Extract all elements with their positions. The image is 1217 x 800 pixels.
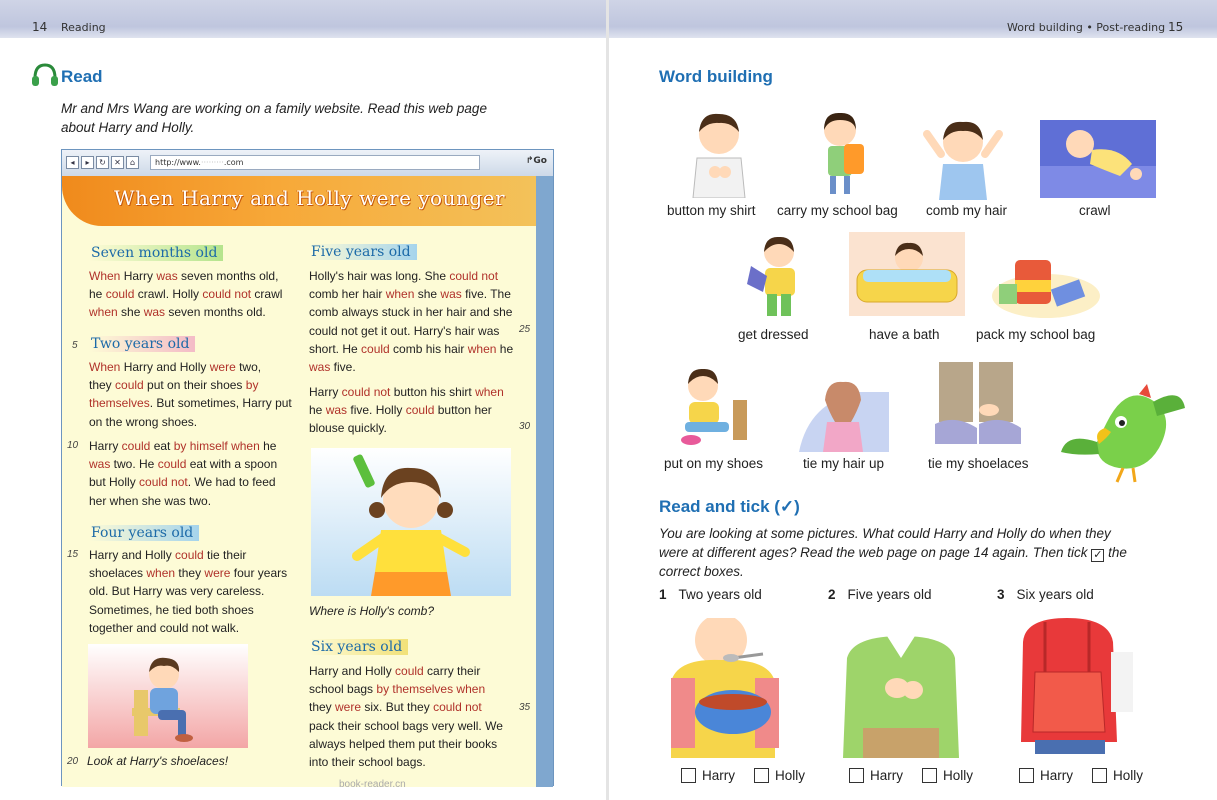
- page-banner: [62, 176, 536, 226]
- address-bar[interactable]: [150, 155, 480, 170]
- word-item: tie my shoelaces: [928, 456, 1029, 471]
- checkbox-label: Harry: [702, 768, 735, 783]
- caption-comb: Where is Holly's comb?: [309, 604, 434, 618]
- checkbox-2-holly[interactable]: [922, 768, 937, 783]
- url-prefix: http://www.: [155, 158, 201, 167]
- holly-comb-illustration: [311, 448, 511, 596]
- intro-line: You are looking at some pictures. What could Harry and Holly do when they: [659, 526, 1111, 541]
- reading-intro: [61, 99, 487, 137]
- checkbox-2-harry[interactable]: [849, 768, 864, 783]
- tie-hair-up-illustration: [799, 372, 889, 452]
- line-number: 20: [67, 756, 79, 767]
- para-two-years-b: Harry could eat by himself when he was two. He could eat with a spoon but Holly could not. We had to feed her when she was two.: [89, 439, 278, 508]
- tick-item-label: Five years old: [847, 587, 932, 602]
- tick-item-number: 2: [828, 587, 836, 602]
- browser-window: [61, 149, 554, 786]
- line-number: 25: [519, 324, 531, 335]
- intro-text: were at different ages? Read the web page on page 14 again. Then tick: [659, 545, 1088, 560]
- school-bag-girl-illustration: [804, 108, 874, 198]
- word-item: button my shirt: [667, 203, 756, 218]
- subhead-four-years: Four years old: [89, 525, 199, 541]
- line-number: 35: [519, 702, 531, 713]
- tick-item-3: [997, 587, 1094, 602]
- checkbox-1-holly[interactable]: [754, 768, 769, 783]
- tick-item-label: Two years old: [678, 587, 762, 602]
- url-blurred: ·········: [200, 158, 224, 167]
- subhead-six-years: Six years old: [309, 639, 408, 655]
- back-icon[interactable]: ◂: [66, 156, 79, 169]
- parrot-illustration: [1057, 372, 1187, 484]
- go-label: Go: [533, 156, 547, 166]
- go-button[interactable]: ↱Go: [525, 156, 547, 166]
- read-tick-intro: [659, 524, 1179, 581]
- tick-item-number: 1: [659, 587, 667, 602]
- caption-shoelaces: Look at Harry's shoelaces!: [87, 754, 229, 768]
- eating-spoon-illustration: [663, 618, 793, 758]
- home-icon[interactable]: ⌂: [126, 156, 139, 169]
- word-item: get dressed: [738, 327, 809, 342]
- word-item: carry my school bag: [777, 203, 898, 218]
- browser-scrollbar[interactable]: [534, 176, 553, 787]
- tick-item-number: 3: [997, 587, 1005, 602]
- tick-box-icon: ✓: [1093, 549, 1103, 561]
- button-shirt-illustration: [679, 108, 759, 198]
- line-number: 5: [72, 340, 78, 351]
- word-item: have a bath: [869, 327, 940, 342]
- checkbox-label: Holly: [1113, 768, 1144, 783]
- tick-item-2: [828, 587, 932, 602]
- intro-line: about Harry and Holly.: [61, 120, 195, 135]
- buttoning-shirt-illustration: [837, 618, 967, 758]
- intro-line: Mr and Mrs Wang are working on a family website. Read this web page: [61, 101, 487, 116]
- checkbox-label: Holly: [775, 768, 806, 783]
- subhead-two-years: Two years old: [89, 336, 195, 352]
- intro-text: the: [1108, 545, 1127, 560]
- running-head: Reading: [61, 21, 106, 34]
- get-dressed-illustration: [741, 232, 811, 320]
- harry-sitting-illustration: [88, 644, 248, 748]
- para-two-years: When Harry and Holly were two, they could put on their shoes by themselves. But sometimes, Harry put on the wrong shoes.: [89, 360, 292, 429]
- line-number: 10: [67, 440, 79, 451]
- tie-shoelaces-illustration: [929, 362, 1025, 452]
- section-title-read: Read: [61, 67, 103, 86]
- subhead-five-years: Five years old: [309, 244, 417, 260]
- browser-toolbar: [62, 150, 553, 176]
- refresh-icon[interactable]: ↻: [96, 156, 109, 169]
- checkbox-1-harry[interactable]: [681, 768, 696, 783]
- checkbox-label: Harry: [870, 768, 903, 783]
- tick-item-1: [659, 587, 762, 602]
- word-item: pack my school bag: [976, 327, 1096, 342]
- word-item: tie my hair up: [803, 456, 885, 471]
- checkbox-label: Holly: [943, 768, 974, 783]
- word-item: put on my shoes: [664, 456, 764, 471]
- url-suffix: .com: [223, 158, 244, 167]
- line-number: 15: [67, 549, 79, 560]
- intro-line: [659, 543, 1179, 562]
- right-page: [609, 0, 1217, 800]
- subhead-seven-months: Seven months old: [89, 245, 223, 261]
- para-five-years-b: Harry could not button his shirt when he was five. Holly could button her blouse quickly.: [309, 385, 504, 436]
- word-item: crawl: [1079, 203, 1111, 218]
- section-title-word-building: Word building: [659, 67, 773, 86]
- crawl-illustration: [1040, 120, 1156, 198]
- page-number: 15: [1168, 20, 1184, 34]
- para-seven-months: When Harry was seven months old, he could crawl. Holly could not crawl when she was seven months old.: [89, 269, 283, 320]
- word-item: comb my hair: [926, 203, 1008, 218]
- school-bag-back-illustration: [1005, 612, 1145, 758]
- para-four-years: Harry and Holly could tie their shoelaces when they were four years old. But Harry was very careless. Sometimes, he tied both shoes together and could not walk.: [89, 548, 288, 635]
- headphones-icon: [31, 62, 59, 88]
- page-number: 14: [32, 20, 48, 34]
- close-icon[interactable]: ✕: [111, 156, 124, 169]
- forward-icon[interactable]: ▸: [81, 156, 94, 169]
- checkbox-label: Harry: [1040, 768, 1073, 783]
- line-number: 30: [519, 421, 531, 432]
- para-six-years: Harry and Holly could carry their school bags by themselves when they were six. But they could not pack their school bags very well. We always helped them put their books into their school bags.: [309, 664, 503, 770]
- tick-item-label: Six years old: [1016, 587, 1094, 602]
- intro-line: correct boxes.: [659, 564, 744, 579]
- para-five-years: Holly's hair was long. She could not comb her hair when she was five. The comb always stuck in her hair and she could not get it out. Harry's hair was short. He could comb his hair when he was five.: [309, 269, 514, 375]
- running-head: Word building • Post-reading: [1007, 21, 1166, 34]
- bath-illustration: [849, 232, 965, 316]
- pack-school-bag-illustration: [991, 240, 1101, 320]
- checkbox-3-harry[interactable]: [1019, 768, 1034, 783]
- web-page-content: [62, 176, 536, 787]
- comb-hair-illustration: [921, 114, 1006, 200]
- watermark: book-reader.cn: [339, 779, 406, 790]
- left-page: [0, 0, 606, 800]
- put-on-shoes-illustration: [667, 360, 757, 450]
- checkbox-3-holly[interactable]: [1092, 768, 1107, 783]
- section-title-read-and-tick: Read and tick (✓): [659, 497, 800, 516]
- web-page-title: When Harry and Holly were younger: [114, 186, 506, 210]
